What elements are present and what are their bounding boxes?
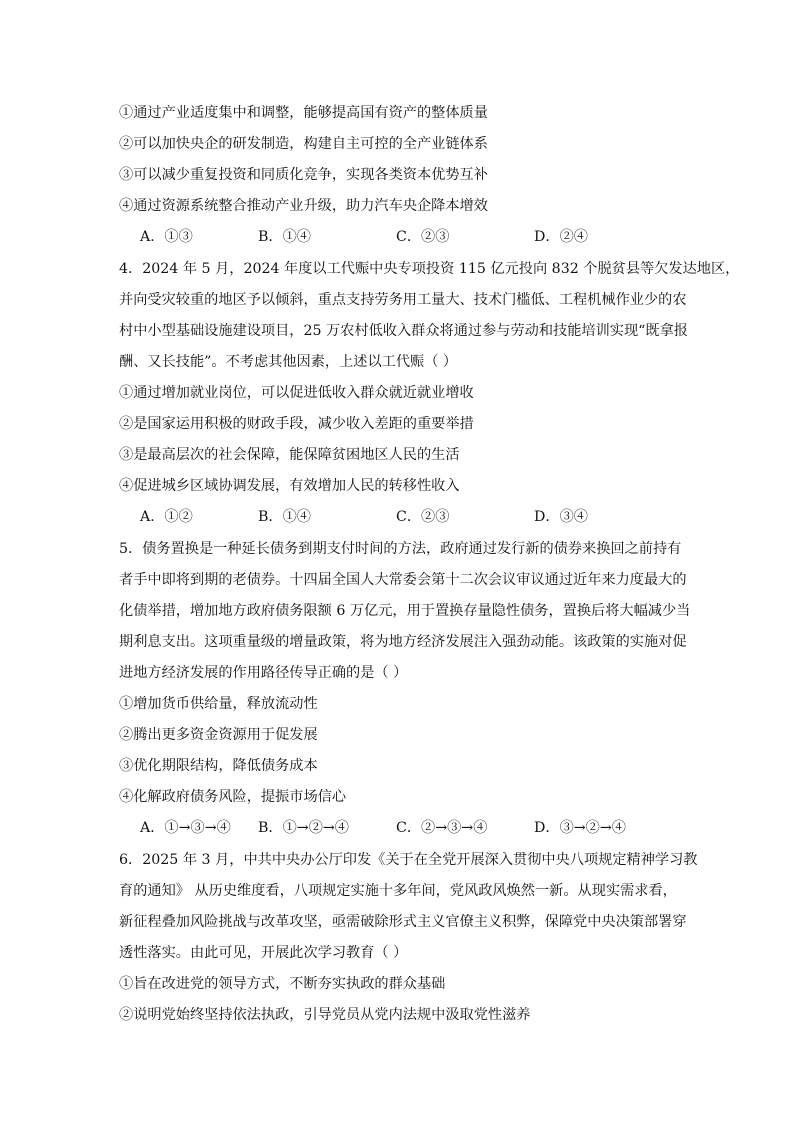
q3-statement-1: ①通过产业适度集中和调整，能够提高国有资产的整体质量 [119,105,488,121]
q3-option-a: A．①③ [140,229,193,245]
q4-stem-line-3: 村中小型基础设施建设项目，25 万农村低收入群众将通过参与劳动和技能培训实现“既拿报 [119,323,688,339]
q3-option-c: C．②③ [396,229,450,245]
q4-option-c: C．②③ [396,509,450,525]
q6-stem-line-2: 育的通知》 从历史维度看，八项规定实施十多年间，党风政风焕然一新。从现实需求看， [119,883,677,899]
q3-statement-2: ②可以加快央企的研发制造，构建自主可控的全产业链体系 [119,136,488,152]
q3-statement-3: ③可以减少重复投资和同质化竞争，实现各类资本优势互补 [119,167,488,183]
q4-option-b: B．①④ [258,509,311,525]
q5-statement-3: ③优化期限结构，降低债务成本 [119,758,318,774]
q5-option-d: D．③→②→④ [534,820,626,836]
q5-option-b: B．①→②→④ [258,820,349,836]
q4-option-a: A．①② [140,509,193,525]
q5-stem-line-5: 进地方经济发展的作用路径传导正确的是（ ） [119,665,408,681]
q4-statement-3: ③是最高层次的社会保障，能保障贫困地区人民的生活 [119,447,460,463]
q5-statement-1: ①增加货币供给量，释放流动性 [119,696,318,712]
q6-stem-line-4: 透性落实。由此可见，开展此次学习教育（ ） [119,945,408,961]
q3-statement-4: ④通过资源系统整合推动产业升级，助力汽车央企降本增效 [119,198,488,214]
q6-stem-line-1: 6．2025 年 3 月，中共中央办公厅印发《关于在全党开展深入贯彻中央八项规定精神学习教 [119,852,698,868]
q5-stem-line-3: 化债举措，增加地方政府债务限额 6 万亿元，用于置换存量隐性债务，置换后将大幅减少当 [119,603,691,619]
q6-statement-1: ①旨在改进党的领导方式，不断夯实执政的群众基础 [119,976,446,992]
q5-stem-line-1: 5．债务置换是一种延长债务到期支付时间的方法，政府通过发行新的债券来换回之前持有 [119,541,682,557]
q3-option-d: D．②④ [534,229,588,245]
q4-stem-line-4: 酬、又长技能”。不考虑其他因素，上述以工代赈（ ） [119,354,458,370]
q5-statement-2: ②腾出更多资金资源用于促发展 [119,727,318,743]
q5-option-a: A．①→③→④ [140,820,231,836]
q4-option-d: D．③④ [534,509,588,525]
q5-option-c: C．②→③→④ [396,820,488,836]
q5-stem-line-4: 期利息支出。这项重量级的增量政策，将为地方经济发展注入强劲动能。该政策的实施对促 [119,634,687,650]
q6-stem-line-3: 新征程叠加风险挑战与改革攻坚，亟需破除形式主义官僚主义积弊，保障党中央决策部署穿 [119,914,687,930]
q4-statement-2: ②是国家运用积极的财政手段，减少收入差距的重要举措 [119,416,474,432]
q4-stem-line-2: 并向受灾较重的地区予以倾斜，重点支持劳务用工量大、技术门槛低、工程机械作业少的农 [119,292,687,308]
q4-stem-line-1: 4．2024 年 5 月，2024 年度以工代赈中央专项投资 115 亿元投向 832 个脱贫县等欠发达地区， [119,261,740,277]
q3-option-b: B．①④ [258,229,311,245]
q5-statement-4: ④化解政府债务风险，提振市场信心 [119,789,347,805]
q5-stem-line-2: 者手中即将到期的老债券。十四届全国人大常委会第十二次会议审议通过近年来力度最大的 [119,572,687,588]
q6-statement-2: ②说明党始终坚持依法执政，引导党员从党内法规中汲取党性滋养 [119,1007,531,1023]
q4-statement-4: ④促进城乡区域协调发展，有效增加人民的转移性收入 [119,478,460,494]
q4-statement-1: ①通过增加就业岗位，可以促进低收入群众就近就业增收 [119,385,474,401]
